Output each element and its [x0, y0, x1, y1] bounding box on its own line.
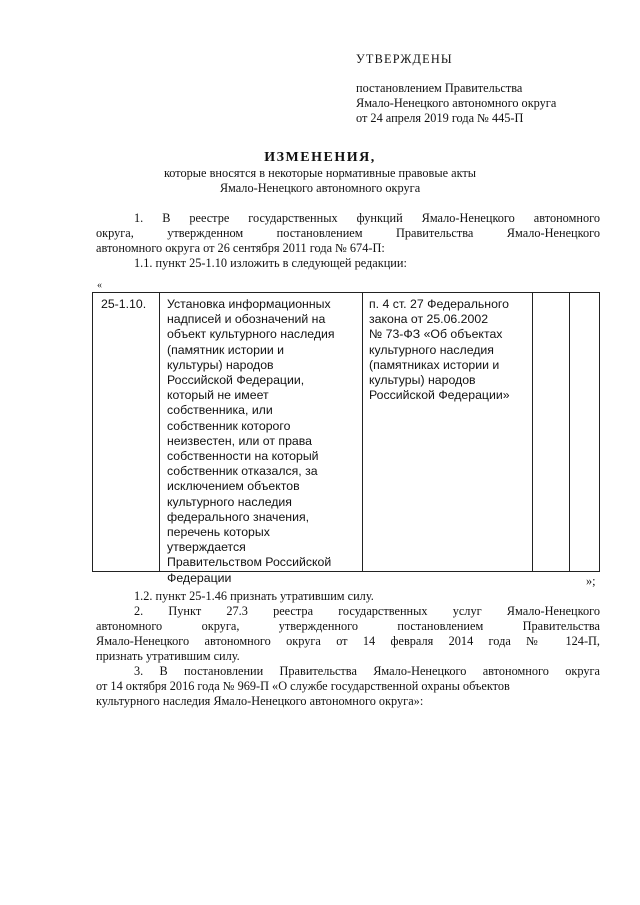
- cell-line: который не имеет: [167, 388, 269, 403]
- cell-line: культурного наследия: [369, 342, 494, 357]
- cell-line: (памятник истории и: [167, 342, 285, 357]
- cell-line: Российской Федерации»: [369, 388, 510, 403]
- approval-line: постановлением Правительства: [356, 81, 523, 95]
- paragraph-line: 1.1. пункт 25-1.10 изложить в следующей редакции:: [134, 256, 407, 270]
- cell-line: Российской Федерации,: [167, 373, 305, 388]
- document-subtitle: Ямало-Ненецкого автономного округа: [219, 181, 421, 195]
- approval-title: УТВЕРЖДЕНЫ: [356, 52, 453, 66]
- cell-line: п. 4 ст. 27 Федерального: [369, 297, 509, 311]
- cell-line: Правительством Российской: [167, 555, 332, 570]
- cell-line: (памятниках истории и: [369, 357, 500, 372]
- document-subtitle: которые вносятся в некоторые нормативные правовые акты: [163, 166, 477, 180]
- cell-line: собственности на который: [167, 449, 319, 464]
- cell-line: собственник отказался, за: [167, 464, 318, 479]
- cell-line: федерального значения,: [167, 509, 310, 524]
- cell-line: надписей и обозначений на: [167, 312, 326, 327]
- cell-line: перечень которых: [167, 525, 270, 540]
- cell-line: закона от 25.06.2002: [369, 312, 489, 327]
- column-divider: [532, 293, 533, 571]
- paragraph-line: 2. Пункт 27.3 реестра государственных услуг Ямало-Ненецкого: [134, 604, 600, 618]
- registry-table: [92, 292, 600, 585]
- close-quote: »;: [586, 574, 596, 588]
- paragraph-line: 1.2. пункт 25-1.46 признать утратившим силу.: [134, 589, 374, 603]
- cell-line: Установка информационных: [167, 297, 331, 311]
- cell-line: № 73-ФЗ «Об объектах: [369, 327, 503, 342]
- cell-line: исключением объектов: [167, 479, 300, 494]
- paragraph-line: признать утратившим силу.: [96, 649, 240, 663]
- document-title: ИЗМЕНЕНИЯ,: [264, 150, 376, 165]
- paragraph-line: 3. В постановлении Правительства Ямало-Ненецкого автономного округа: [134, 664, 600, 678]
- cell-line: неизвестен, или от права: [167, 433, 312, 448]
- table-cell-name: [167, 297, 335, 586]
- table-cell-legal-basis: [369, 297, 510, 403]
- paragraph-line: автономного округа от 26 сентября 2011 года № 674-П:: [96, 241, 385, 255]
- approval-line: Ямало-Ненецкого автономного округа: [356, 96, 557, 110]
- paragraph-line: 1. В реестре государственных функций Ямало-Ненецкого автономного: [134, 211, 600, 225]
- paragraph-line: Ямало-Ненецкого автономного округа от 14 февраля 2014 года № 124-П,: [96, 634, 600, 648]
- cell-line: культурного наследия: [167, 494, 292, 509]
- cell-line: культуры) народов: [369, 373, 476, 388]
- cell-line: Федерации: [167, 570, 232, 585]
- paragraph-line: культурного наследия Ямало-Ненецкого автономного округа»:: [96, 694, 424, 708]
- column-divider: [362, 293, 363, 571]
- cell-line: утверждается: [167, 540, 246, 555]
- paragraph-line: автономного округа, утвержденного постановлением Правительства: [96, 619, 600, 633]
- cell-line: объект культурного наследия: [167, 327, 335, 342]
- paragraph-line: от 14 октября 2016 года № 969-П «О службе государственной охраны объектов: [96, 679, 510, 693]
- approval-line: от 24 апреля 2019 года № 445-П: [356, 111, 524, 125]
- cell-line: культуры) народов: [167, 357, 274, 372]
- cell-line: собственник которого: [167, 418, 291, 433]
- open-quote: «: [97, 280, 102, 291]
- column-divider: [569, 293, 570, 571]
- paragraph-line: округа, утвержденном постановлением Правительства Ямало-Ненецкого: [96, 226, 600, 240]
- table-cell-number: 25-1.10.: [101, 297, 147, 311]
- cell-line: собственника, или: [167, 403, 273, 418]
- column-divider: [159, 293, 160, 571]
